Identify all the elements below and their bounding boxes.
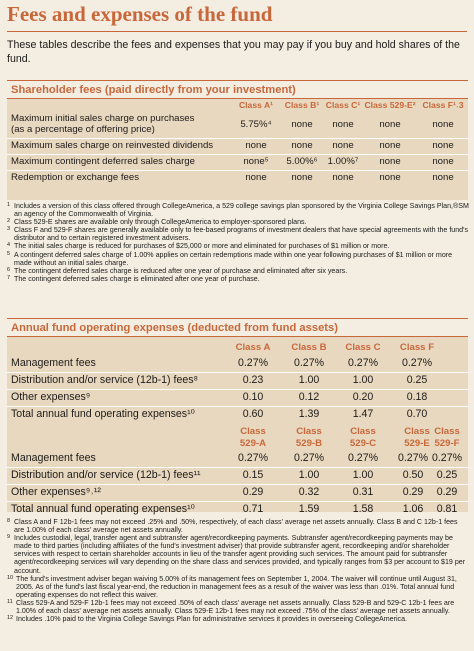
- column-header: Class F: [399, 342, 435, 353]
- title-rule: [7, 31, 467, 32]
- cell-value: none: [332, 172, 354, 183]
- cell-value: 0.23: [242, 374, 264, 386]
- cell-value: 0.70: [406, 408, 428, 420]
- cell-value: 0.10: [242, 391, 264, 403]
- cell-value: 0.27%: [347, 452, 379, 464]
- cell-value: 1.00: [352, 374, 374, 386]
- cell-value: 1.58: [352, 503, 374, 515]
- cell-value: 0.60: [242, 408, 264, 420]
- cell-value: none: [379, 119, 401, 130]
- row-label: Total annual fund operating expenses¹⁰: [11, 503, 195, 515]
- row-label: Management fees: [11, 452, 96, 464]
- table-row: [7, 407, 468, 423]
- column-header: Class C¹: [325, 100, 361, 110]
- footnote: 11 Class 529-A and 529-F 12b-1 fees may not exceed .50% of each class' average net assets annually. Class 529-B and 529-C 12b-1 fees are 1.00% of each class' average net assets annually. Class 529-E 12b-1 fees may not exceed .75% of the class' average net assets annually.: [7, 598, 455, 616]
- footnote: 4 The initial sales charge is reduced for purchases of $25,000 or more and eliminated for purchases of $1 million or more.: [7, 242, 390, 251]
- cell-value: none: [291, 119, 313, 130]
- cell-value: 0.27%: [397, 452, 429, 464]
- cell-value: 0.29: [242, 486, 264, 498]
- cell-value: 0.29: [402, 486, 424, 498]
- footnote: 7 The contingent deferred sales charge is eliminated after one year of purchase.: [7, 274, 260, 283]
- row-label: Distribution and/or service (12b-1) fees⁸: [11, 374, 198, 386]
- cell-value: none⁵: [243, 156, 269, 167]
- cell-value: none: [379, 156, 401, 167]
- cell-value: 0.71: [242, 503, 264, 515]
- table-row: [7, 356, 468, 373]
- cell-value: 0.32: [298, 486, 320, 498]
- column-header: Class 529-F: [434, 426, 460, 449]
- cell-value: 0.27%: [431, 452, 463, 464]
- cell-value: 0.27%: [347, 357, 379, 369]
- cell-value: 0.50: [402, 469, 424, 481]
- cell-value: 0.81: [436, 503, 458, 515]
- cell-value: 0.25: [436, 469, 458, 481]
- cell-value: 0.27%: [293, 452, 325, 464]
- cell-value: none: [379, 172, 401, 183]
- table-row: [7, 468, 468, 485]
- cell-value: none: [332, 140, 354, 151]
- row-label: Redemption or exchange fees: [11, 172, 139, 183]
- cell-value: 0.27%: [237, 452, 269, 464]
- cell-value: none: [245, 172, 267, 183]
- cell-value: 1.00: [298, 469, 320, 481]
- footnote: 2 Class 529-E shares are available only through CollegeAmerica to employer-sponsored plans.: [7, 218, 307, 227]
- cell-value: none: [291, 140, 313, 151]
- column-header: Class 529-C: [349, 426, 377, 449]
- cell-value: 0.31: [352, 486, 374, 498]
- column-header: Class C: [345, 342, 381, 353]
- shareholder-fees-heading: Shareholder fees (paid directly from your investment): [7, 80, 468, 99]
- footnote: 3 Class F and 529-F shares are generally available only to fee-based programs of investment dealers that have special agreements with the fund's distributor and to certain registered investment advisers.: [7, 226, 469, 243]
- cell-value: none: [332, 119, 354, 130]
- cell-value: 0.15: [242, 469, 264, 481]
- operating-expenses-529-header-row: [7, 425, 468, 451]
- footnote: 6 The contingent deferred sales charge is reduced after one year of purchase and eliminated after six years.: [7, 266, 348, 275]
- column-header: Class B: [291, 342, 327, 353]
- cell-value: 1.00%⁷: [327, 156, 359, 167]
- page-title: Fees and expenses of the fund: [7, 2, 273, 26]
- cell-value: 0.27%: [293, 357, 325, 369]
- cell-value: none: [379, 140, 401, 151]
- row-label: Maximum contingent deferred sales charge: [11, 156, 195, 167]
- cell-value: none: [432, 140, 454, 151]
- cell-value: 0.27%: [237, 357, 269, 369]
- column-header: Class F¹˒3: [422, 100, 464, 110]
- cell-value: 1.59: [298, 503, 320, 515]
- operating-expenses-table: [7, 318, 468, 515]
- operating-expenses-header-row: [7, 341, 468, 356]
- table-row: [7, 485, 468, 502]
- cell-value: 1.00: [298, 374, 320, 386]
- column-header: Class B¹: [284, 100, 320, 110]
- table-row: [7, 373, 468, 390]
- column-header: Class 529-E²: [364, 100, 416, 110]
- column-header: Class 529-A: [239, 426, 267, 449]
- column-header: Class 529-E: [404, 426, 430, 449]
- footnote: 12 Includes .10% paid to the Virginia College Savings Plan for administrative services it provides in overseeing CollegeAmerica.: [7, 615, 408, 624]
- cell-value: 0.29: [436, 486, 458, 498]
- table-row: [7, 390, 468, 407]
- footnote: 9 Includes custodial, legal, transfer agent and subtransfer agent/recordkeeping payments. Subtransfer agent/recordkeeping payments may be made to third parties (including affiliates of the fund's investment adviser) that provide subtransfer agent, recordkeeping and/or shareholder services with respect to certain shareholder accounts in lieu of the transfer agent providing such services. The amount paid for subtransfer agent/recordkeeping services will vary depending on the share class and services provided, and typically ranges from $3 per account to $19 per account.: [7, 534, 466, 575]
- operating-expenses-footnotes: [7, 518, 469, 623]
- intro-text: These tables describe the fees and expenses that you may pay if you buy and hold shares of the fund.: [7, 39, 460, 65]
- shareholder-fees-footnotes: [7, 202, 469, 283]
- footnote: 1 Includes a version of this class offered through CollegeAmerica, a 529 college savings plan sponsored by the Virginia College Savings Plan,®SM an agency of the Commonwealth of Virginia.: [7, 202, 469, 219]
- cell-value: 5.00%⁶: [286, 156, 318, 167]
- cell-value: none: [432, 156, 454, 167]
- cell-value: 1.47: [352, 408, 374, 420]
- cell-value: 0.25: [406, 374, 428, 386]
- cell-value: 0.27%: [401, 357, 433, 369]
- footnote: 5 A contingent deferred sales charge of 1.00% applies on certain redemptions made within one year following purchases of $1 million or more made without an initial sales charge.: [7, 250, 453, 267]
- row-label: Other expenses⁹˒¹²: [11, 486, 101, 498]
- cell-value: 0.20: [352, 391, 374, 403]
- table-row: [7, 112, 468, 139]
- cell-value: 0.12: [298, 391, 320, 403]
- column-header: Class A: [235, 342, 271, 353]
- table-row: [7, 502, 468, 518]
- row-label: Distribution and/or service (12b-1) fees¹¹: [11, 469, 201, 481]
- cell-value: none: [432, 172, 454, 183]
- column-header: Class A¹: [238, 100, 274, 110]
- shareholder-fees-table: [7, 80, 468, 200]
- row-label: Maximum sales charge on reinvested dividends: [11, 140, 214, 151]
- footnote: 8 Class A and F 12b-1 fees may not exceed .25% and .50%, respectively, of each class' average net assets annually. Class B and C 12b-1 fees are 1.00% of each class' average net assets annually.: [7, 518, 458, 535]
- row-label: Other expenses⁹: [11, 391, 91, 403]
- cell-value: none: [245, 140, 267, 151]
- cell-value: 1.00: [352, 469, 374, 481]
- cell-value: 1.06: [402, 503, 424, 515]
- row-label: Total annual fund operating expenses¹⁰: [11, 408, 195, 420]
- shareholder-fees-header-row: [7, 99, 468, 112]
- table-row: [7, 451, 468, 468]
- table-row: [7, 171, 468, 186]
- table-row: [7, 155, 468, 171]
- table-row: [7, 139, 468, 155]
- cell-value: none: [432, 119, 454, 130]
- cell-value: 1.39: [298, 408, 320, 420]
- cell-value: none: [291, 172, 313, 183]
- footnote: 10 The fund's investment adviser began waiving 5.00% of its management fees on September 1, 2004. The waiver will continue until August 31, 2005. As of the fund's last fiscal year-end, the reduction in management fees as a result of the waiver was less than .01%. Total annual fund operating expenses do not reflect this waiver.: [7, 574, 457, 599]
- row-label: Maximum initial sales charge on purchases (as a percentage of offering price): [11, 113, 195, 135]
- column-header: Class 529-B: [295, 426, 323, 449]
- cell-value: 5.75%⁴: [240, 119, 272, 130]
- cell-value: 0.18: [406, 391, 428, 403]
- row-label: Management fees: [11, 357, 96, 369]
- operating-expenses-heading: Annual fund operating expenses (deducted from fund assets): [7, 318, 468, 337]
